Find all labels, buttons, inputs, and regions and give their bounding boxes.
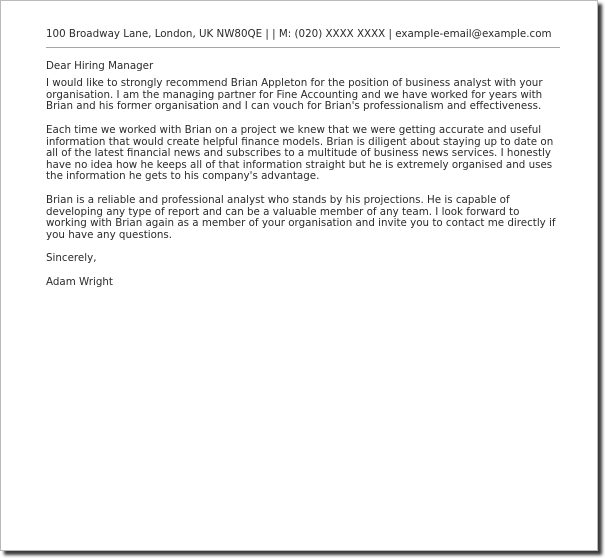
signature-name: Adam Wright	[46, 275, 113, 288]
paragraph-recommendation: I would like to strongly recommend Brian Appleton for the position of business analyst with your organisation. I am the managing partner for Fine Accounting and we have worked for years with Brian and his former organisation and I can vouch for Brian's professionalism and effectiveness.	[46, 77, 543, 113]
paragraph-qualities: Brian is a reliable and professional analyst who stands by his projections. He is capable of developing any type of report and can be a valuable member of any team. I look forward to working with Brian again as a member of your organisation and invite you to contact me directly if you have any questions.	[46, 193, 556, 241]
paragraph-experience: Each time we worked with Brian on a project we knew that we were getting accurate and useful information that would create helpful finance models. Brian is diligent about staying up to date on all of the latest financial news and subscribes to a multitude of business news services. I honestly have no idea how he keeps all of that information straight but he is extremely organised and uses the information he gets to his company's advantage.	[46, 123, 554, 183]
salutation: Dear Hiring Manager	[46, 59, 154, 72]
closing: Sincerely,	[46, 252, 97, 265]
letter-body	[46, 29, 560, 289]
contact-header: 100 Broadway Lane, London, UK NW80QE | | M: (020) XXXX XXXX | example-email@example.com	[46, 29, 560, 48]
